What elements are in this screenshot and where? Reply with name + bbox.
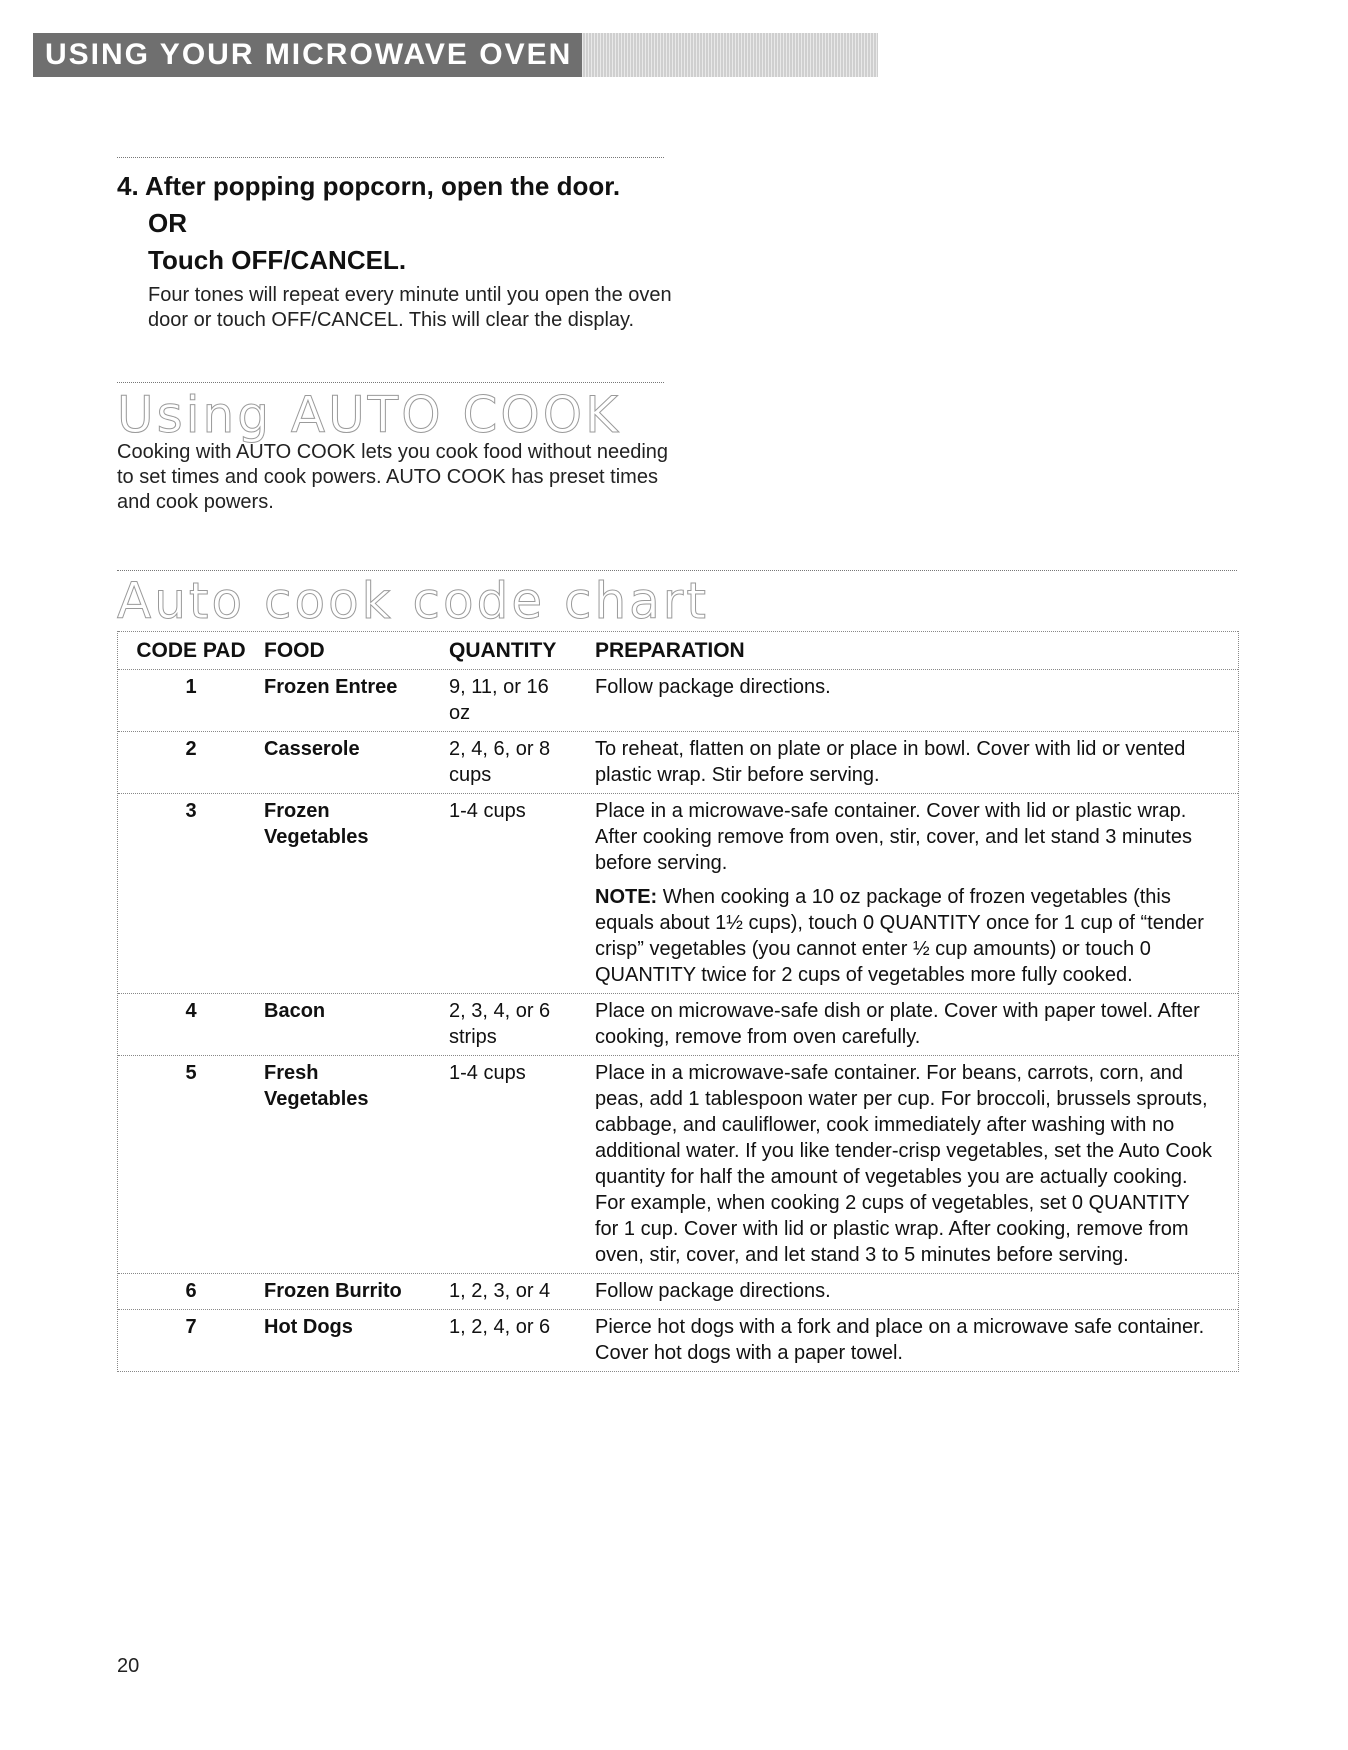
code-pad-cell: 5: [185, 1062, 197, 1084]
step-description: Four tones will repeat every minute until you open the oven door or touch OFF/CANCEL. This will clear the display.: [148, 284, 672, 331]
food-cell: Casserole: [264, 738, 360, 760]
page-number: 20: [117, 1655, 140, 1677]
auto-cook-intro: Cooking with AUTO COOK lets you cook food without needing to set times and cook powers. AUTO COOK has preset times and cook powers.: [117, 441, 669, 513]
divider: [117, 570, 1237, 571]
quantity-cell: 1-4 cups: [449, 1062, 526, 1084]
preparation-text: Place in a microwave-safe container. Cover with lid or plastic wrap. After cooking remove from oven, stir, cover, and let stand 3 minutes before serving.: [595, 800, 1192, 874]
step-4: [117, 168, 677, 333]
section-title-chart: Auto cook code chart: [117, 572, 709, 630]
food-cell: Frozen Vegetables: [264, 800, 369, 848]
table-row: [118, 731, 1238, 793]
table-row: [118, 1055, 1238, 1273]
step-heading: 4. After popping popcorn, open the door.: [117, 171, 621, 201]
table-row: [118, 993, 1238, 1055]
code-pad-cell: 6: [185, 1280, 197, 1302]
chart-header-row: [118, 631, 1238, 669]
header-banner: [33, 33, 878, 77]
column-header-quantity: QUANTITY: [449, 639, 557, 662]
quantity-cell: 2, 4, 6, or 8 cups: [449, 738, 551, 786]
food-cell: Frozen Entree: [264, 676, 398, 698]
table-row: [118, 793, 1238, 993]
note-block: [595, 884, 1218, 988]
code-pad-cell: 7: [185, 1316, 197, 1338]
preparation-cell: To reheat, flatten on plate or place in bowl. Cover with lid or vented plastic wrap. Stir before serving.: [595, 738, 1186, 786]
divider: [117, 157, 664, 158]
column-header-code-pad: CODE PAD: [136, 639, 246, 662]
food-cell: Fresh Vegetables: [264, 1062, 369, 1110]
divider: [117, 382, 664, 383]
food-cell: Hot Dogs: [264, 1316, 353, 1338]
quantity-cell: 1-4 cups: [449, 800, 526, 822]
preparation-cell: Place in a microwave-safe container. For beans, carrots, corn, and peas, add 1 tablespoon water per cup. For broccoli, brussels sprouts, cabbage, and cauliflower, cook immediately after washing with no additional water. If you like tender-crisp vegetables, set the Auto Cook quantity for half the amount of vegetables you are actually cooking. For example, when cooking 2 cups of vegetables, set 0 QUANTITY for 1 cup. Cover with lid or plastic wrap. After cooking, remove from oven, stir, cover, and let stand 3 to 5 minutes before serving.: [595, 1062, 1213, 1266]
header-title: USING YOUR MICROWAVE OVEN: [33, 33, 582, 77]
code-pad-cell: 3: [185, 800, 197, 822]
column-header-food: FOOD: [264, 639, 325, 662]
quantity-cell: 1, 2, 3, or 4: [449, 1280, 551, 1302]
quantity-cell: 9, 11, or 16 oz: [449, 676, 549, 724]
preparation-cell: Pierce hot dogs with a fork and place on a microwave safe container. Cover hot dogs with a paper towel.: [595, 1316, 1205, 1364]
note-text: When cooking a 10 oz package of frozen vegetables (this equals about 1½ cups), touch 0 QUANTITY once for 1 cup of “tender crisp” vegetables (you cannot enter ½ cup amounts) or touch 0 QUANTITY twice for 2 cups of vegetables more fully cooked.: [595, 886, 1204, 986]
section-title-auto-cook: Using AUTO COOK: [117, 386, 621, 444]
code-pad-cell: 1: [185, 676, 197, 698]
code-pad-cell: 4: [185, 1000, 197, 1022]
note-label: NOTE:: [595, 886, 658, 908]
preparation-cell: [595, 798, 1238, 988]
preparation-cell: Follow package directions.: [595, 676, 831, 698]
table-row: [118, 669, 1238, 731]
auto-cook-code-chart: [117, 631, 1239, 1372]
step-alt-heading: Touch OFF/CANCEL.: [148, 245, 407, 275]
step-or: OR: [148, 208, 187, 238]
food-cell: Bacon: [264, 1000, 326, 1022]
quantity-cell: 1, 2, 4, or 6: [449, 1316, 551, 1338]
preparation-cell: Place on microwave-safe dish or plate. Cover with paper towel. After cooking, remove from oven carefully.: [595, 1000, 1200, 1048]
column-header-preparation: PREPARATION: [595, 639, 745, 662]
table-row: [118, 1309, 1238, 1371]
quantity-cell: 2, 3, 4, or 6 strips: [449, 1000, 551, 1048]
food-cell: Frozen Burrito: [264, 1280, 402, 1302]
preparation-cell: Follow package directions.: [595, 1280, 831, 1302]
code-pad-cell: 2: [185, 738, 197, 760]
table-row: [118, 1273, 1238, 1309]
